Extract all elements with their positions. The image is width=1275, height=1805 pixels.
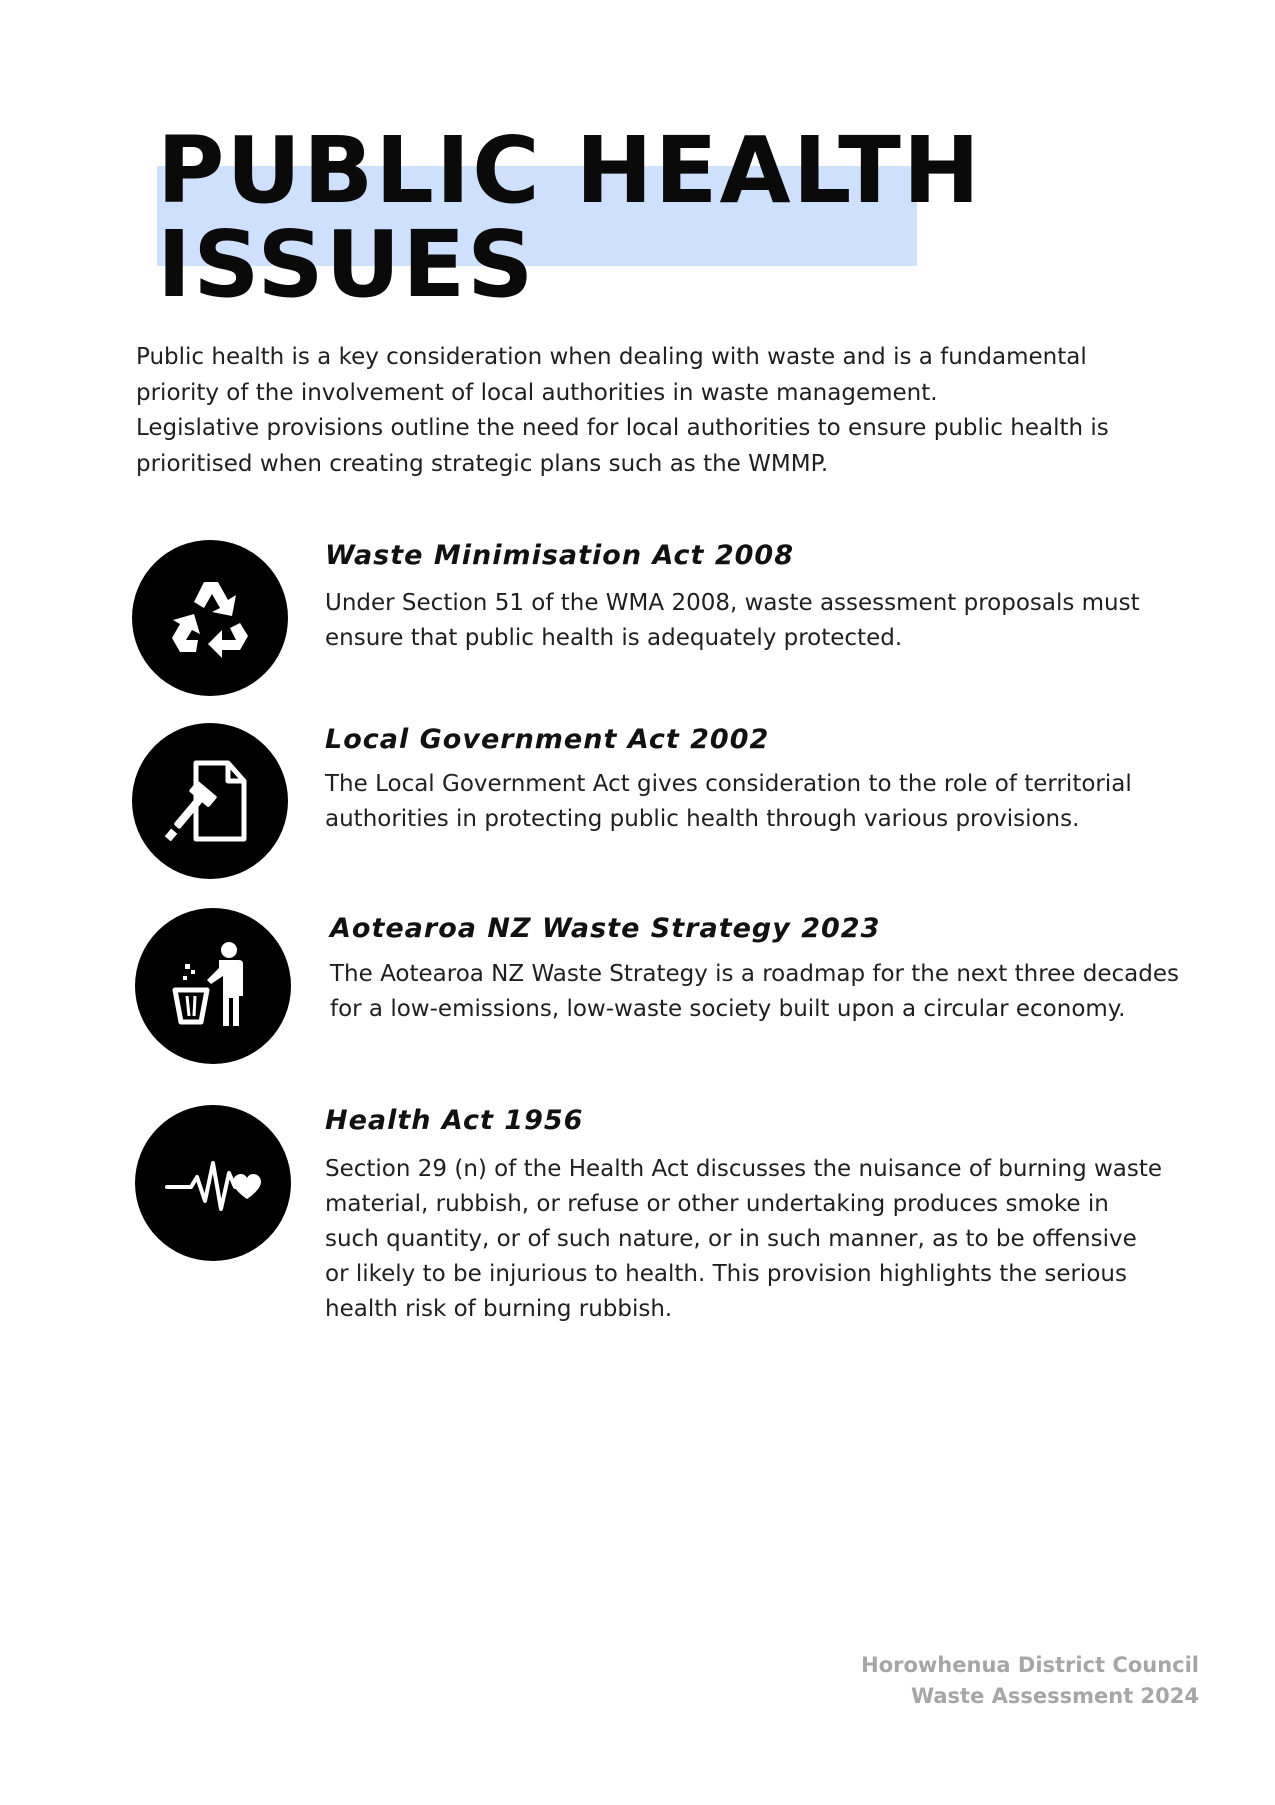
heartbeat-icon [135, 1105, 291, 1261]
page-title [157, 117, 982, 318]
intro-paragraph-2: Legislative provisions outline the need for local authorities to ensure public health is prioritised when creating strategic plans such as the WMMP. [136, 415, 1109, 477]
intro-paragraph-1: Public health is a key consideration when dealing with waste and is a fundamental priority of the involvement of local authorities in waste management. [136, 344, 1087, 406]
intro-text [136, 340, 1166, 482]
footer-org: Horowhenua District Council [861, 1653, 1199, 1677]
person-littering-bin-icon [135, 908, 291, 1064]
page-title-line2: ISSUES [157, 211, 536, 318]
section-title: Aotearoa NZ Waste Strategy 2023 [330, 913, 881, 944]
section-body: The Local Government Act gives consideration to the role of territorial authorities in protecting public health through various provisions. [325, 771, 1132, 832]
legal-document-gavel-icon [132, 723, 288, 879]
section-title: Local Government Act 2002 [325, 724, 770, 755]
section-body: Section 29 (n) of the Health Act discusses the nuisance of burning waste material, rubbish, or refuse or other undertaking produces smoke in such quantity, or of such nature, or in such manner, as to be offensive or likely to be injurious to health. This provision highlights the serious health risk of burning rubbish. [325, 1156, 1163, 1322]
section-body: Under Section 51 of the WMA 2008, waste assessment proposals must ensure that public health is adequately protected. [325, 590, 1140, 651]
footer-doc: Waste Assessment 2024 [910, 1684, 1199, 1708]
section-title: Waste Minimisation Act 2008 [325, 540, 794, 571]
section-body: The Aotearoa NZ Waste Strategy is a roadmap for the next three decades for a low-emissions, low-waste society built upon a circular economy. [330, 961, 1179, 1022]
footer [861, 1650, 1199, 1712]
recycle-icon [132, 540, 288, 696]
page-title-line1: PUBLIC HEALTH [157, 117, 982, 224]
section-title: Health Act 1956 [325, 1105, 584, 1136]
